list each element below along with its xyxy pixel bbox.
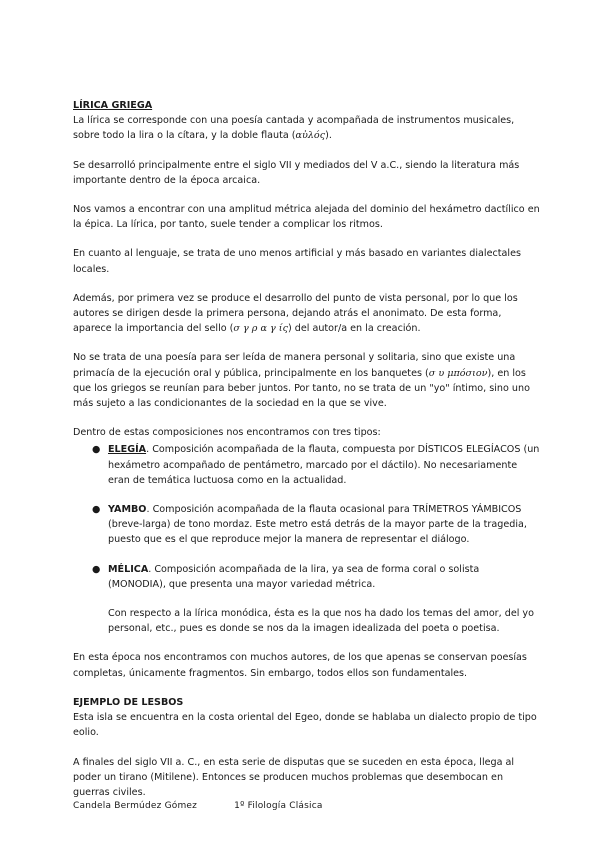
- paragraph-metrics: Nos vamos a encontrar con una amplitud métrica alejada del dominio del hexámetro dactílico en la épica. La lírica, por tanto, suele tender a complicar los ritmos.: [73, 204, 540, 231]
- types-list: [73, 442, 540, 636]
- footer-course: 1º Filología Clásica: [234, 801, 323, 811]
- paragraph-period: Se desarrolló principalmente entre el siglo VII y mediados del V a.C., siendo la literatura más importante dentro de la época arcaica.: [73, 159, 520, 186]
- type-description: . Composición acompañada de la flauta, compuesta por DÍSTICOS ELEGÍACOS (un hexámetro acompañado de pentámetro, marcado por el dáctilo). No necesariamente eran de temática luctuosa como en la actualidad.: [108, 444, 540, 486]
- section-title-lesbos: EJEMPLO DE LESBOS: [73, 696, 184, 708]
- paragraph-types-intro: Dentro de estas composiciones nos encontramos con tres tipos:: [73, 427, 381, 439]
- type-description: . Composición acompañada de la flauta ocasional para TRÍMETROS YÁMBICOS (breve-larga) de tono mordaz. Este metro está detrás de la mayor parte de la tragedia, puesto que es el que reproduce mejor la manera de representar el diálogo.: [108, 504, 527, 546]
- greek-term-symposion: σ υ μπόσιον: [428, 367, 488, 379]
- paragraph-banquets: [73, 350, 540, 411]
- melica-extra-text: Con respecto a la lírica monódica, ésta es la que nos ha dado los temas del amor, del yo personal, etc., pues es donde se nos da la imagen idealizada del poeta o poetisa.: [108, 608, 534, 635]
- type-description: . Composición acompañada de la lira, ya sea de forma coral o solista (MONODIA), que presenta una mayor variedad métrica.: [108, 563, 480, 590]
- bullet-icon: ●: [92, 444, 101, 456]
- paragraph-authors: En esta época nos encontramos con muchos autores, de los que apenas se conservan poesías completas, únicamente fragmentos. Sin embargo, todos ellos son fundamentales.: [73, 652, 527, 679]
- type-term: MÉLICA: [108, 563, 149, 575]
- paragraph-language: En cuanto al lenguaje, se trata de uno menos artificial y más basado en variantes dialectales locales.: [73, 248, 521, 275]
- paragraph-personal: [73, 291, 540, 337]
- list-item-elegia: [73, 442, 540, 488]
- paragraph-lesbos: Esta isla se encuentra en la costa oriental del Egeo, donde se hablaba un dialecto propio de tipo eolio.: [73, 712, 537, 739]
- greek-term-aulos: αὐλός: [295, 130, 326, 142]
- banquets-text-1: No se trata de una poesía para ser leída de manera personal y solitaria, sino que existe una primacía de la ejecución oral y pública, principalmente en los banquetes (: [73, 352, 516, 379]
- paragraph-tyrant: A finales del siglo VII a. C., en esta serie de disputas que se suceden en esta época, llega al poder un tirano (Mitilene). Entonces se producen muchos problemas que desembocan en guerras civiles.: [73, 756, 515, 798]
- personal-text-1: Además, por primera vez se produce el desarrollo del punto de vista personal, por lo que los autores se dirigen desde la primera persona, dejando atrás el anonimato. De esta forma, aparece la importancia del sello (: [73, 292, 518, 335]
- intro-text-1: La lírica se corresponde con una poesía cantada y acompañada de instrumentos musicales, sobre todo la lira o la cítara, y la doble flauta (: [73, 115, 515, 142]
- page-footer: [73, 799, 323, 814]
- page-title: LÍRICA GRIEGA: [73, 100, 153, 111]
- bullet-icon: ●: [92, 504, 101, 516]
- banquets-text-2: ), en los que los griegos se reunían para beber juntos. Por tanto, no se trata de un "yo" íntimo, sino uno más sujeto a las condicionantes de la sociedad en la que se vive.: [73, 367, 530, 410]
- list-item-melica: [73, 562, 540, 637]
- intro-text-2: ).: [325, 130, 332, 142]
- personal-text-2: ) del autor/a en la creación.: [287, 323, 421, 335]
- intro-paragraph: [73, 113, 540, 143]
- type-term: ELEGÍA: [108, 444, 147, 456]
- type-term: YAMBO: [108, 504, 147, 516]
- footer-author: Candela Bermúdez Gómez: [73, 801, 198, 811]
- bullet-icon: ●: [92, 563, 101, 575]
- greek-term-sphragis: σ γ ρ α γ ίς: [233, 323, 288, 335]
- list-item-yambo: [73, 502, 540, 548]
